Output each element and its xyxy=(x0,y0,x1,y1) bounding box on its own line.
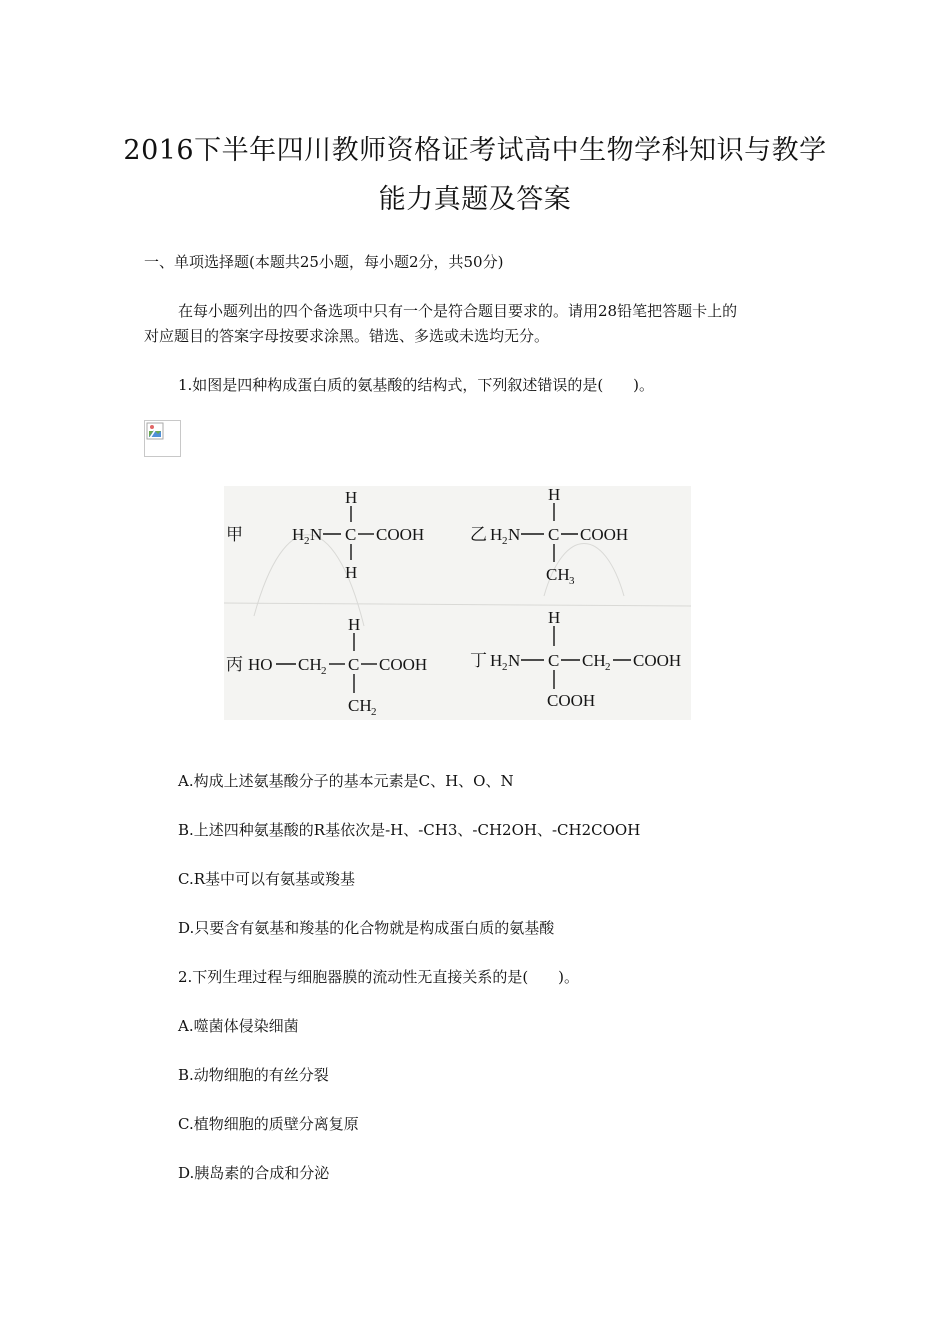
ding-ch: CH xyxy=(582,651,606,670)
yi-sub-2: 2 xyxy=(502,535,508,547)
instruction-line-1: 在每小题列出的四个备选项中只有一个是符合题目要求的。请用28铅笔把答题卡上的 xyxy=(178,302,738,320)
label-bing: 丙 xyxy=(226,655,243,674)
bing-top-h: H xyxy=(348,615,361,634)
jia-n: N xyxy=(310,525,323,544)
jia-cooh: COOH xyxy=(376,525,425,544)
question-1-option-b: B.上述四种氨基酸的R基依次是-H、-CH3、-CH2OH、-CH2COOH xyxy=(178,821,641,839)
ding-sub-2: 2 xyxy=(502,661,508,673)
jia-sub-2: 2 xyxy=(304,535,310,547)
jia-bottom-h: H xyxy=(345,563,358,582)
ding-h: H xyxy=(490,651,503,670)
label-yi: 乙 xyxy=(470,525,487,544)
ding-top-h: H xyxy=(548,608,561,627)
question-1-option-a: A.构成上述氨基酸分子的基本元素是C、H、O、N xyxy=(178,772,514,790)
label-jia: 甲 xyxy=(226,525,243,544)
broken-image-icon xyxy=(144,420,181,457)
question-2-option-a: A.噬菌体侵染细菌 xyxy=(178,1017,299,1035)
yi-c: C xyxy=(548,525,560,544)
yi-top-h: H xyxy=(548,486,561,504)
ding-bottom-cooh: COOH xyxy=(547,691,596,710)
ding-n: N xyxy=(508,651,521,670)
ding-c: C xyxy=(548,651,560,670)
jia-top-h: H xyxy=(345,488,358,507)
bing-c: C xyxy=(348,655,360,674)
ding-sub-2b: 2 xyxy=(605,661,611,673)
document-title-line-2: 能力真题及答案 xyxy=(378,184,572,215)
question-2-option-d: D.胰岛素的合成和分泌 xyxy=(178,1164,330,1182)
question-2-option-b: B.动物细胞的有丝分裂 xyxy=(178,1066,329,1084)
question-2-option-c: C.植物细胞的质壁分离复原 xyxy=(178,1115,359,1133)
jia-c: C xyxy=(345,525,357,544)
bing-sub-2: 2 xyxy=(321,665,327,677)
instruction-line-2: 对应题目的答案字母按要求涂黑。错选、多选或未选均无分。 xyxy=(144,327,550,345)
bing-ch: CH xyxy=(298,655,322,674)
bing-cooh: COOH xyxy=(379,655,428,674)
bing-ho: HO xyxy=(248,655,273,674)
yi-cooh: COOH xyxy=(580,525,629,544)
amino-acid-structure-figure xyxy=(224,486,691,720)
question-1-option-c: C.R基中可以有氨基或羧基 xyxy=(178,870,356,888)
jia-h: H xyxy=(292,525,305,544)
bing-bottom-sub-2: 2 xyxy=(371,706,377,718)
yi-n: N xyxy=(508,525,521,544)
question-1-stem: 1.如图是四种构成蛋白质的氨基酸的结构式，下列叙述错误的是( )。 xyxy=(178,376,655,394)
section-heading: 一、单项选择题(本题共25小题，每小题2分，共50分) xyxy=(144,253,504,271)
yi-ch: CH xyxy=(546,565,570,584)
question-2-stem: 2.下列生理过程与细胞器膜的流动性无直接关系的是( )。 xyxy=(178,968,580,986)
question-1-option-d: D.只要含有氨基和羧基的化合物就是构成蛋白质的氨基酸 xyxy=(178,919,555,937)
label-ding: 丁 xyxy=(470,651,487,670)
ding-side-cooh: COOH xyxy=(633,651,682,670)
document-title-line-1: 2016下半年四川教师资格证考试高中生物学科知识与教学 xyxy=(123,135,827,166)
yi-h: H xyxy=(490,525,503,544)
yi-sub-3: 3 xyxy=(569,575,575,587)
bing-bottom-ch: CH xyxy=(348,696,372,715)
